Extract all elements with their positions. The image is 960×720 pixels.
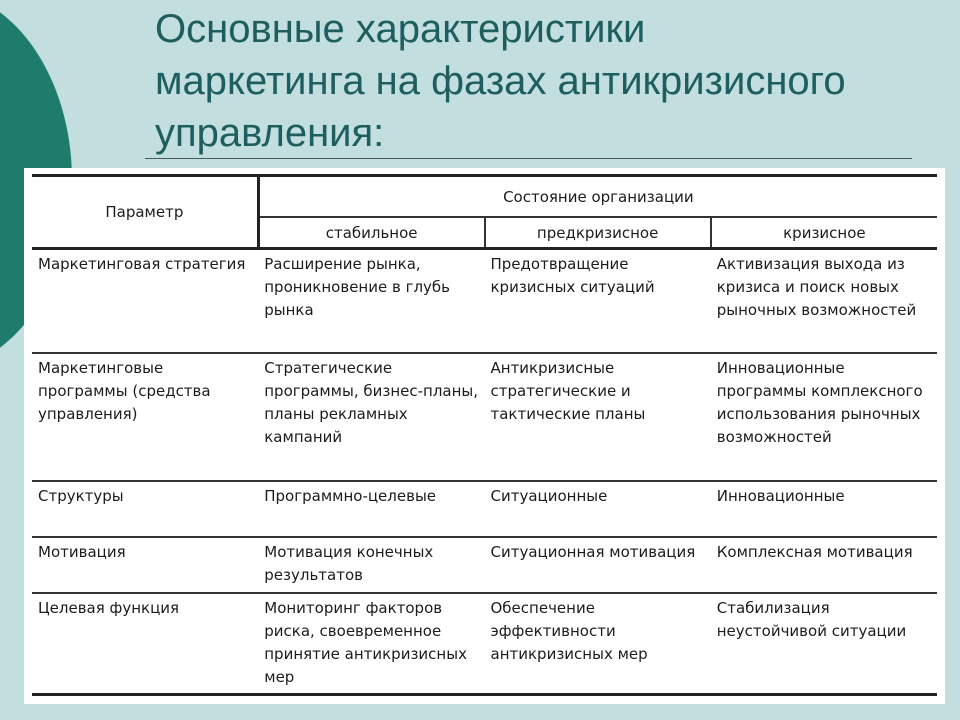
cell-precrisis: Антикризисные стратегические и тактические планы bbox=[485, 353, 711, 481]
cell-stable: Стратегические программы, бизнес-планы, планы рекламных кампаний bbox=[258, 353, 484, 481]
slide-title bbox=[155, 3, 945, 159]
cell-crisis: Инновационные программы комплексного использования рыночных возможностей bbox=[711, 353, 937, 481]
cell-precrisis: Предотвращение кризисных ситуаций bbox=[485, 249, 711, 353]
cell-stable: Программно-целевые bbox=[258, 481, 484, 537]
characteristics-table bbox=[32, 174, 937, 696]
row-param: Целевая функция bbox=[32, 593, 258, 695]
title-line-2: маркетинга на фазах антикризисного bbox=[155, 59, 846, 103]
cell-crisis: Активизация выхода из кризиса и поиск новых рыночных возможностей bbox=[711, 249, 937, 353]
header-precrisis: предкризисное bbox=[485, 217, 711, 249]
table-row bbox=[32, 593, 937, 695]
title-line-1: Основные характеристики bbox=[155, 7, 646, 51]
cell-crisis: Стабилизация неустойчивой ситуации bbox=[711, 593, 937, 695]
table-header-row bbox=[32, 176, 937, 218]
table-row bbox=[32, 353, 937, 481]
cell-stable: Мотивация конечных результатов bbox=[258, 537, 484, 593]
title-line-3: управления: bbox=[155, 111, 385, 155]
row-param: Маркетинговая стратегия bbox=[32, 249, 258, 353]
header-param: Параметр bbox=[32, 176, 258, 249]
cell-precrisis: Ситуационные bbox=[485, 481, 711, 537]
table-row bbox=[32, 537, 937, 593]
header-crisis: кризисное bbox=[711, 217, 937, 249]
cell-stable: Мониторинг факторов риска, своевременное принятие антикризисных мер bbox=[258, 593, 484, 695]
cell-precrisis: Ситуационная мотивация bbox=[485, 537, 711, 593]
table-image-panel bbox=[24, 168, 945, 704]
cell-precrisis: Обеспечение эффективности антикризисных мер bbox=[485, 593, 711, 695]
header-stable: стабильное bbox=[258, 217, 484, 249]
row-param: Структуры bbox=[32, 481, 258, 537]
cell-crisis: Комплексная мотивация bbox=[711, 537, 937, 593]
title-divider bbox=[145, 158, 912, 159]
row-param: Маркетинговые программы (средства управления) bbox=[32, 353, 258, 481]
cell-crisis: Инновационные bbox=[711, 481, 937, 537]
row-param: Мотивация bbox=[32, 537, 258, 593]
table-row bbox=[32, 481, 937, 537]
table-row bbox=[32, 249, 937, 353]
cell-stable: Расширение рынка, проникновение в глубь рынка bbox=[258, 249, 484, 353]
header-state: Состояние организации bbox=[258, 176, 937, 218]
